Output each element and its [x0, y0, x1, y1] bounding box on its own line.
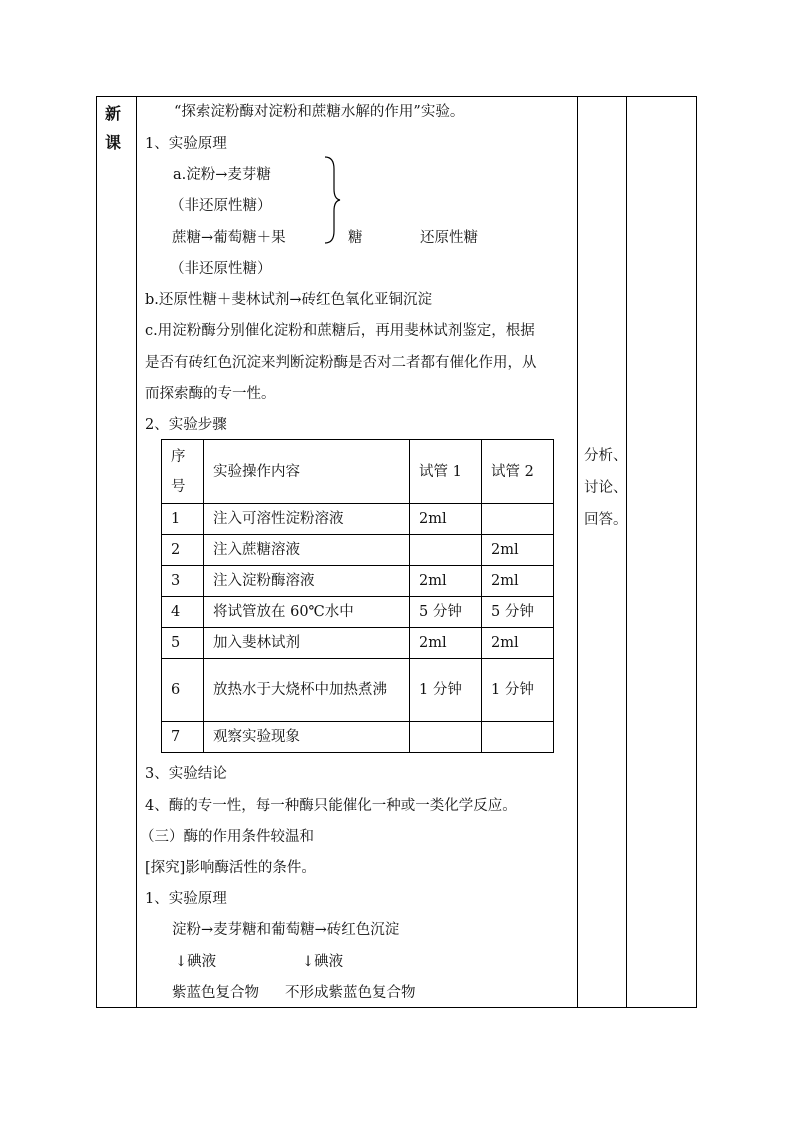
side-label-xin: 新 [105, 104, 122, 123]
starch-reaction-line: 淀粉→麦芽糖和葡萄糖→砖红色沉淀 [172, 922, 400, 938]
cell-operation: 观察实验现象 [204, 722, 410, 753]
table-row [162, 566, 554, 597]
column-divider-2 [577, 96, 578, 1008]
tang-suffix: 糖 [348, 230, 363, 246]
cell-tube-2: 2ml [482, 566, 554, 597]
cell-seq: 7 [162, 722, 204, 753]
cell-tube-2: 5 分钟 [482, 597, 554, 628]
table-header-row [162, 440, 554, 504]
reaction-line-sucrose: 蔗糖→葡萄糖＋果 [172, 230, 286, 246]
cell-seq: 6 [162, 659, 204, 722]
cell-operation: 加入斐林试剂 [204, 628, 410, 659]
activity-analyze: 分析、 [584, 448, 628, 464]
purple-complex-label: 紫蓝色复合物 [172, 985, 259, 1001]
header-tube-1: 试管 1 [410, 440, 482, 504]
table-row [162, 628, 554, 659]
non-reducing-note-2: （非还原性糖） [170, 261, 272, 277]
activity-answer: 回答。 [584, 512, 628, 528]
intro-text: “探索淀粉酶对淀粉和蔗糖水解的作用”实验。 [174, 104, 465, 120]
explore-heading: [探究]影响酶活性的条件。 [145, 860, 316, 876]
cell-operation: 注入淀粉酶溶液 [204, 566, 410, 597]
cell-operation: 放热水于大烧杯中加热煮沸 [204, 659, 410, 722]
header-seq: 序号 [162, 440, 204, 504]
cell-tube-2: 2ml [482, 628, 554, 659]
table-row [162, 504, 554, 535]
no-purple-complex-label: 不形成紫蓝色复合物 [285, 985, 416, 1001]
cell-operation: 将试管放在 60℃水中 [204, 597, 410, 628]
reaction-line-a: a.淀粉→麦芽糖 [173, 167, 271, 183]
cell-tube-1: 2ml [410, 566, 482, 597]
column-divider-1 [136, 96, 137, 1008]
paragraph-c-line-2: 是否有砖红色沉淀来判断淀粉酶是否对二者都有催化作用，从 [145, 355, 537, 371]
cell-tube-2: 1 分钟 [482, 659, 554, 722]
specificity-statement: 4、酶的专一性，每一种酶只能催化一种或一类化学反应。 [145, 798, 517, 814]
section-three-heading: （三）酶的作用条件较温和 [140, 829, 314, 845]
cell-seq: 5 [162, 628, 204, 659]
principle-2-heading: 1、实验原理 [145, 891, 227, 907]
column-divider-3 [626, 96, 627, 1008]
curly-brace [322, 155, 342, 245]
table-row [162, 659, 554, 722]
side-label-ke: 课 [105, 133, 122, 152]
cell-tube-1: 2ml [410, 628, 482, 659]
activity-discuss: 讨论、 [584, 480, 628, 496]
steps-heading: 2、实验步骤 [145, 417, 227, 433]
table-row [162, 597, 554, 628]
cell-tube-1: 5 分钟 [410, 597, 482, 628]
cell-seq: 4 [162, 597, 204, 628]
table-row [162, 535, 554, 566]
cell-seq: 3 [162, 566, 204, 597]
cell-operation: 注入可溶性淀粉溶液 [204, 504, 410, 535]
experiment-steps-table [161, 439, 554, 753]
cell-operation: 注入蔗糖溶液 [204, 535, 410, 566]
cell-tube-1: 2ml [410, 504, 482, 535]
cell-tube-2: 2ml [482, 535, 554, 566]
table-row [162, 722, 554, 753]
iodine-note-2: ↓碘液 [302, 954, 344, 970]
principle-heading: 1、实验原理 [145, 136, 227, 152]
cell-seq: 1 [162, 504, 204, 535]
cell-tube-2 [482, 722, 554, 753]
paragraph-c-line-3: 而探索酶的专一性。 [145, 386, 276, 402]
reaction-line-b: b.还原性糖＋斐林试剂→砖红色氧化亚铜沉淀 [145, 292, 433, 308]
reducing-sugar-label: 还原性糖 [420, 230, 478, 246]
cell-seq: 2 [162, 535, 204, 566]
cell-tube-1 [410, 722, 482, 753]
cell-tube-1 [410, 535, 482, 566]
cell-tube-1: 1 分钟 [410, 659, 482, 722]
iodine-note-1: ↓碘液 [175, 954, 217, 970]
cell-tube-2 [482, 504, 554, 535]
header-tube-2: 试管 2 [482, 440, 554, 504]
header-operation: 实验操作内容 [204, 440, 410, 504]
paragraph-c-line-1: c.用淀粉酶分别催化淀粉和蔗糖后，再用斐林试剂鉴定，根据 [145, 323, 535, 339]
non-reducing-note-1: （非还原性糖） [170, 198, 272, 214]
conclusion-heading: 3、实验结论 [145, 766, 227, 782]
